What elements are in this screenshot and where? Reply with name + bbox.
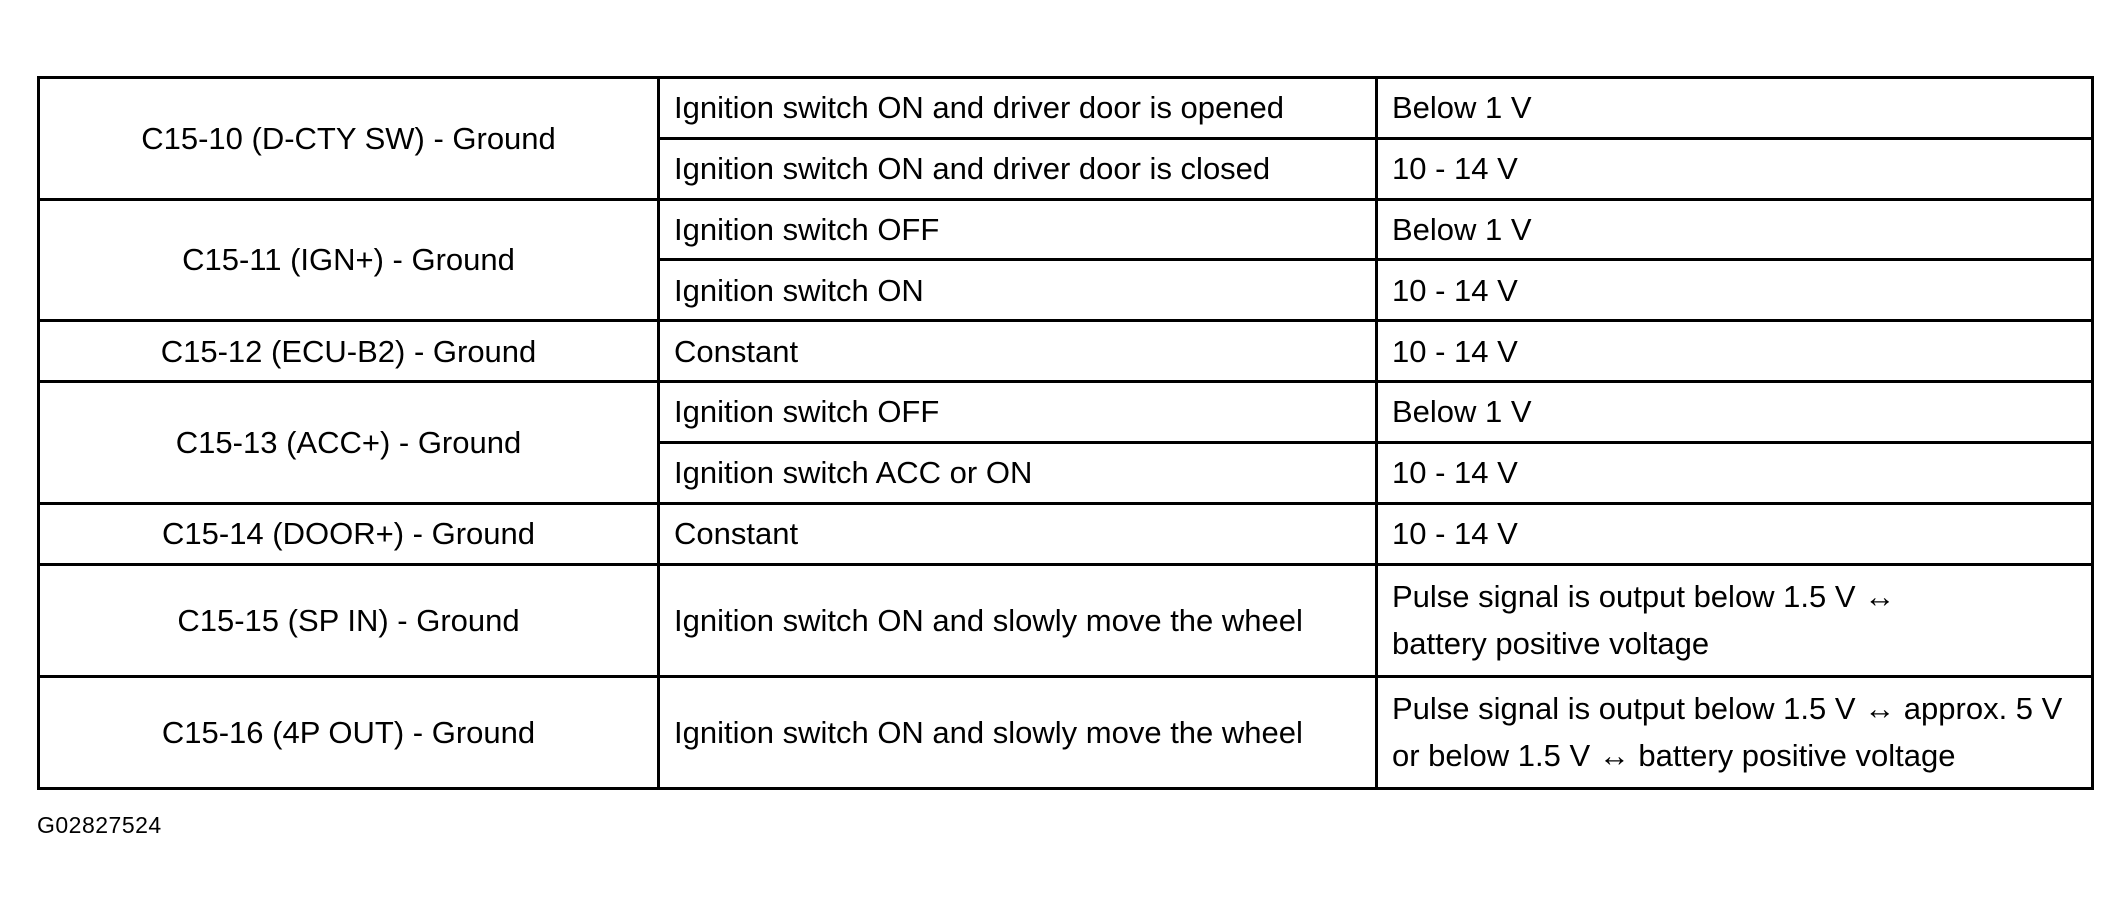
terminal-cell: C15-13 (ACC+) - Ground	[39, 382, 659, 504]
condition-cell: Constant	[659, 321, 1377, 382]
spec-cell: 10 - 14 V	[1377, 442, 2093, 503]
table-row	[39, 382, 2093, 443]
spec-cell: 10 - 14 V	[1377, 260, 2093, 321]
condition-cell: Ignition switch ON and driver door is closed	[659, 138, 1377, 199]
terminal-cell: C15-10 (D-CTY SW) - Ground	[39, 78, 659, 200]
spec-cell	[1377, 676, 2093, 788]
condition-cell: Ignition switch ON and slowly move the wheel	[659, 564, 1377, 676]
table-row	[39, 503, 2093, 564]
table-row	[39, 199, 2093, 260]
spec-cell: Below 1 V	[1377, 382, 2093, 443]
spec-cell: 10 - 14 V	[1377, 321, 2093, 382]
terminal-spec-table	[37, 76, 2094, 790]
spec-cell: Below 1 V	[1377, 199, 2093, 260]
spec-line: battery positive voltage	[1392, 626, 1710, 662]
terminal-cell: C15-15 (SP IN) - Ground	[39, 564, 659, 676]
spec-line: Pulse signal is output below 1.5 V ↔	[1392, 579, 1896, 615]
table-row	[39, 321, 2093, 382]
spec-cell	[1377, 564, 2093, 676]
terminal-cell: C15-14 (DOOR+) - Ground	[39, 503, 659, 564]
spec-cell: Below 1 V	[1377, 78, 2093, 139]
terminal-cell: C15-12 (ECU-B2) - Ground	[39, 321, 659, 382]
condition-cell: Ignition switch OFF	[659, 199, 1377, 260]
condition-cell: Ignition switch OFF	[659, 382, 1377, 443]
figure-id: G02827524	[37, 812, 162, 838]
spec-line: or below 1.5 V ↔ battery positive voltage	[1392, 738, 1956, 774]
condition-cell: Ignition switch ACC or ON	[659, 442, 1377, 503]
condition-cell: Constant	[659, 503, 1377, 564]
spec-cell: 10 - 14 V	[1377, 138, 2093, 199]
condition-cell: Ignition switch ON and driver door is opened	[659, 78, 1377, 139]
table-row	[39, 78, 2093, 139]
spec-line: Pulse signal is output below 1.5 V ↔ approx. 5 V	[1392, 691, 2063, 727]
table-row	[39, 564, 2093, 676]
terminal-cell: C15-16 (4P OUT) - Ground	[39, 676, 659, 788]
spec-cell: 10 - 14 V	[1377, 503, 2093, 564]
condition-cell: Ignition switch ON	[659, 260, 1377, 321]
table-row	[39, 676, 2093, 788]
condition-cell: Ignition switch ON and slowly move the wheel	[659, 676, 1377, 788]
terminal-cell: C15-11 (IGN+) - Ground	[39, 199, 659, 321]
